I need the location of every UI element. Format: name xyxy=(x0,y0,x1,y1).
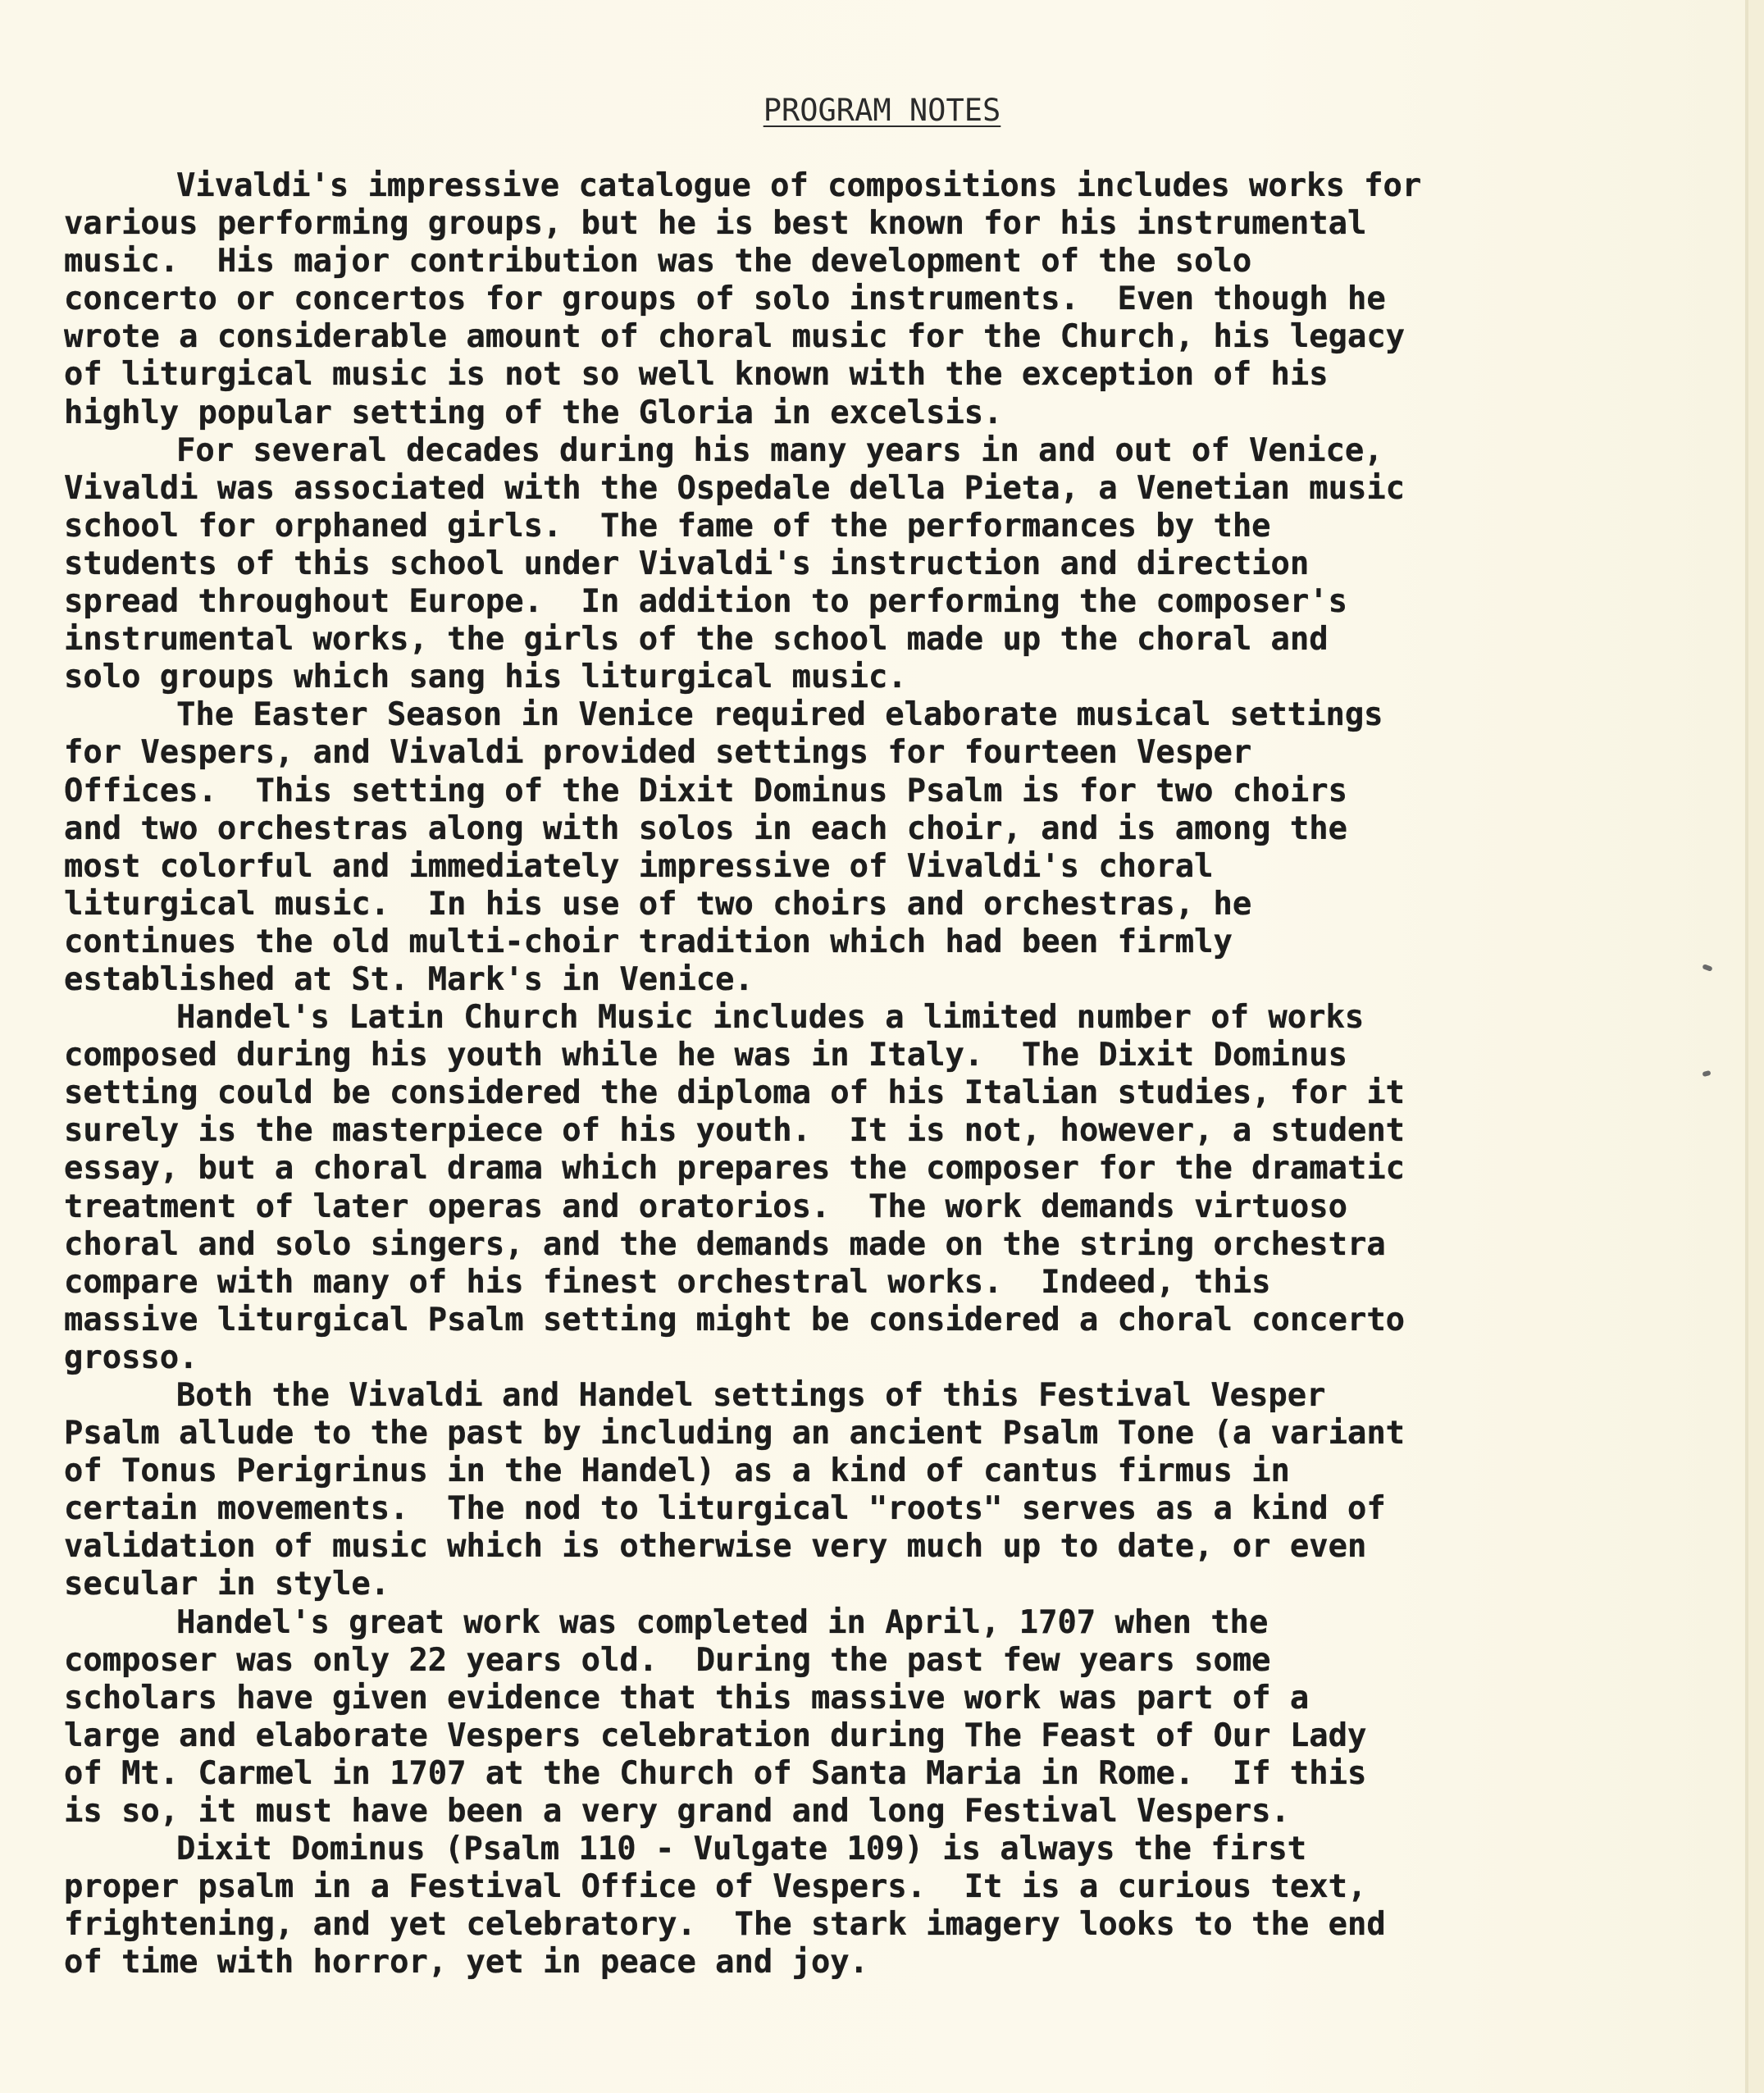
text-line: The Easter Season in Venice required elaborate musical settings xyxy=(176,696,1383,734)
page-edge-shadow xyxy=(1748,0,1764,2093)
text-line: For several decades during his many years in and out of Venice, xyxy=(176,431,1383,469)
paragraph xyxy=(64,167,1704,432)
text-line: choral and solo singers, and the demands made on the string orchestra xyxy=(64,1225,1386,1263)
text-line: instrumental works, the girls of the school made up the choral and xyxy=(64,621,1329,659)
text-line: Vivaldi was associated with the Ospedale della Pieta, a Venetian music xyxy=(64,469,1406,507)
text-line: liturgical music. In his use of two choirs and orchestras, he xyxy=(64,885,1252,923)
text-line: composer was only 22 years old. During the past few years some xyxy=(64,1641,1271,1679)
paragraph xyxy=(64,999,1704,1377)
text-line: music. His major contribution was the development of the solo xyxy=(64,243,1252,280)
text-line: proper psalm in a Festival Office of Vespers. It is a curious text, xyxy=(64,1868,1367,1906)
text-line: certain movements. The nod to liturgical "roots" serves as a kind of xyxy=(64,1490,1386,1528)
text-line: and two orchestras along with solos in each choir, and is among the xyxy=(64,809,1347,847)
program-notes-body xyxy=(64,167,1704,1982)
paragraph xyxy=(64,432,1704,697)
text-line: scholars have given evidence that this massive work was part of a xyxy=(64,1679,1310,1717)
text-line: school for orphaned girls. The fame of the performances by the xyxy=(64,507,1271,545)
text-line: Handel's Latin Church Music includes a limited number of works xyxy=(176,999,1365,1037)
text-line: essay, but a choral drama which prepares the composer for the dramatic xyxy=(64,1150,1406,1188)
text-line: grosso. xyxy=(64,1338,198,1376)
text-line: frightening, and yet celebratory. The stark imagery looks to the end xyxy=(64,1906,1386,1944)
text-line: highly popular setting of the Gloria in excelsis. xyxy=(64,394,1003,431)
text-line: of Mt. Carmel in 1707 at the Church of Santa Maria in Rome. If this xyxy=(64,1754,1367,1792)
paragraph xyxy=(64,1831,1704,1981)
text-line: Offices. This setting of the Dixit Dominus Psalm is for two choirs xyxy=(64,772,1347,809)
text-line: Dixit Dominus (Psalm 110 - Vulgate 109) is always the first xyxy=(176,1831,1307,1868)
text-line: Handel's great work was completed in April, 1707 when the xyxy=(176,1603,1269,1641)
text-line: of time with horror, yet in peace and joy. xyxy=(64,1944,869,1981)
text-line: secular in style. xyxy=(64,1566,390,1603)
text-line: of liturgical music is not so well known with the exception of his xyxy=(64,356,1329,394)
text-line: Vivaldi's impressive catalogue of compositions includes works for xyxy=(176,167,1422,204)
page-title-container xyxy=(0,92,1764,130)
text-line: massive liturgical Psalm setting might be considered a choral concerto xyxy=(64,1301,1406,1338)
page-edge-line xyxy=(1745,0,1748,2093)
paragraph xyxy=(64,1604,1704,1831)
text-line: setting could be considered the diploma of his Italian studies, for it xyxy=(64,1074,1406,1112)
text-line: treatment of later operas and oratorios. The work demands virtuoso xyxy=(64,1188,1347,1225)
text-line: various performing groups, but he is best known for his instrumental xyxy=(64,205,1367,243)
text-line: solo groups which sang his liturgical music. xyxy=(64,659,907,696)
text-line: large and elaborate Vespers celebration during The Feast of Our Lady xyxy=(64,1717,1367,1754)
text-line: most colorful and immediately impressive of Vivaldi's choral xyxy=(64,847,1214,885)
text-line: students of this school under Vivaldi's instruction and direction xyxy=(64,545,1310,582)
text-line: concerto or concertos for groups of solo instruments. Even though he xyxy=(64,280,1386,318)
text-line: is so, it must have been a very grand and long Festival Vespers. xyxy=(64,1793,1290,1831)
page-title: PROGRAM NOTES xyxy=(763,93,1001,128)
text-line: composed during his youth while he was in Italy. The Dixit Dominus xyxy=(64,1037,1347,1074)
text-line: continues the old multi-choir tradition which had been firmly xyxy=(64,923,1233,960)
text-line: validation of music which is otherwise very much up to date, or even xyxy=(64,1528,1367,1566)
text-line: spread throughout Europe. In addition to performing the composer's xyxy=(64,583,1347,621)
text-line: surely is the masterpiece of his youth. It is not, however, a student xyxy=(64,1112,1406,1150)
paragraph xyxy=(64,1377,1704,1604)
text-line: of Tonus Perigrinus in the Handel) as a kind of cantus firmus in xyxy=(64,1452,1290,1490)
text-line: Psalm allude to the past by including an ancient Psalm Tone (a variant xyxy=(64,1415,1406,1452)
paragraph xyxy=(64,696,1704,999)
text-line: for Vespers, and Vivaldi provided settings for fourteen Vesper xyxy=(64,734,1252,772)
text-line: established at St. Mark's in Venice. xyxy=(64,960,754,998)
text-line: compare with many of his finest orchestral works. Indeed, this xyxy=(64,1263,1271,1301)
text-line: Both the Vivaldi and Handel settings of this Festival Vesper xyxy=(176,1377,1326,1414)
text-line: wrote a considerable amount of choral music for the Church, his legacy xyxy=(64,318,1406,356)
